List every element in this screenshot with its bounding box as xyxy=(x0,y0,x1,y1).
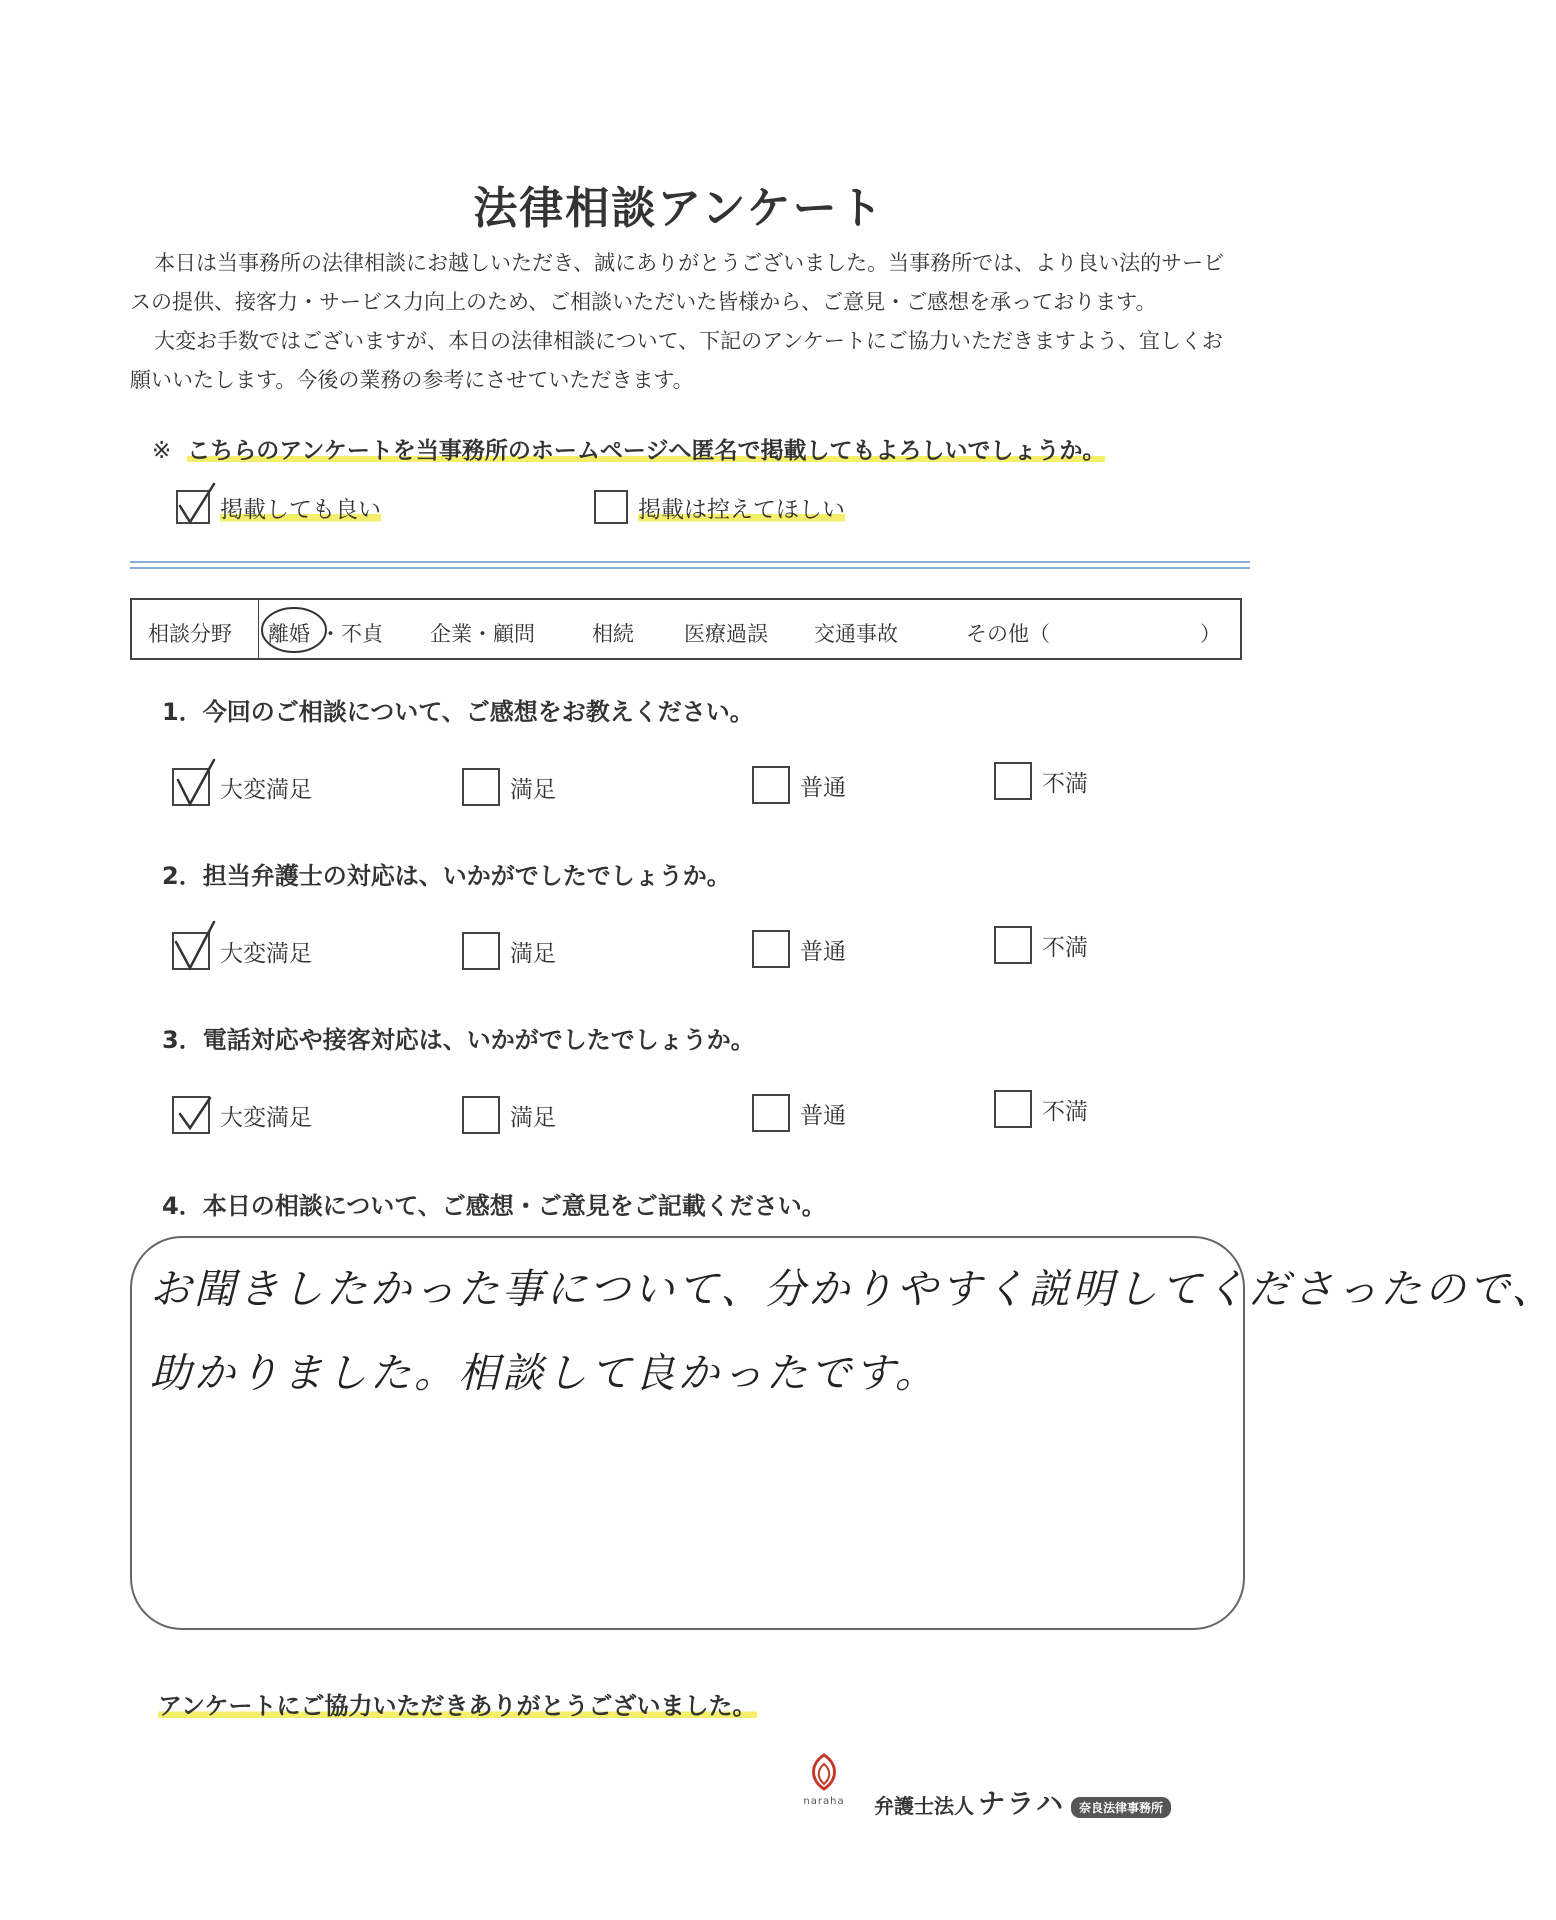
field-option-traffic[interactable]: 交通事故 xyxy=(814,622,898,646)
checkbox-unchecked[interactable] xyxy=(994,1090,1032,1128)
checkbox-unchecked[interactable] xyxy=(594,490,628,524)
field-option-medical[interactable]: 医療過誤 xyxy=(684,622,768,646)
naraha-logo xyxy=(796,1752,852,1807)
q3-option-satisfied[interactable]: 満足 xyxy=(462,1096,556,1134)
publish-option-deny-label: 掲載は控えてほしい xyxy=(638,491,845,524)
checkmark-icon xyxy=(174,478,220,528)
publish-option-allow[interactable] xyxy=(176,490,381,524)
firm-prefix: 弁護士法人 xyxy=(874,1794,974,1818)
publish-question xyxy=(152,432,1105,465)
publish-option-deny[interactable] xyxy=(594,490,845,524)
q1-option-normal[interactable]: 普通 xyxy=(752,766,846,804)
q1-option-very-satisfied[interactable]: 大変満足 xyxy=(172,768,312,806)
checkbox-unchecked[interactable] xyxy=(752,1094,790,1132)
field-option-infidelity[interactable]: ・不貞 xyxy=(320,622,383,646)
checkbox-checked[interactable] xyxy=(172,1096,210,1134)
q1-option-satisfied[interactable]: 満足 xyxy=(462,768,556,806)
q2-option-satisfied[interactable]: 満足 xyxy=(462,932,556,970)
checkbox-unchecked[interactable] xyxy=(462,932,500,970)
question-2-title: 2．担当弁護士の対応は、いかがでしたでしょうか。 xyxy=(162,862,731,890)
q2-option-dissatisfied[interactable]: 不満 xyxy=(994,926,1088,964)
checkbox-unchecked[interactable] xyxy=(462,768,500,806)
field-option-other-close: ） xyxy=(1200,622,1221,646)
checkbox-unchecked[interactable] xyxy=(462,1096,500,1134)
q3-option-dissatisfied[interactable]: 不満 xyxy=(994,1090,1088,1128)
intro-text xyxy=(130,244,1240,400)
q2-option-normal[interactable]: 普通 xyxy=(752,930,846,968)
field-option-other[interactable]: その他（ xyxy=(966,622,1050,646)
field-label: 相談分野 xyxy=(148,622,232,646)
firm-tag: 奈良法律事務所 xyxy=(1071,1797,1171,1818)
field-option-divorce[interactable]: 離婚 xyxy=(268,618,310,648)
q3-option-very-satisfied[interactable]: 大変満足 xyxy=(172,1096,312,1134)
consultation-field-box xyxy=(130,598,1242,660)
checkbox-unchecked[interactable] xyxy=(752,766,790,804)
thanks-message: アンケートにご協力いただきありがとうございました。 xyxy=(158,1692,757,1720)
q2-option-very-satisfied[interactable]: 大変満足 xyxy=(172,932,312,970)
logo-caption: naraha xyxy=(803,1796,845,1807)
checkbox-unchecked[interactable] xyxy=(752,930,790,968)
publish-option-allow-label: 掲載しても良い xyxy=(220,491,381,524)
checkmark-icon xyxy=(170,756,220,810)
q1-option-dissatisfied[interactable]: 不満 xyxy=(994,762,1088,800)
intro-paragraph-1: 本日は当事務所の法律相談にお越しいただき、誠にありがとうございました。当事務所では、より良い法的サービスの提供、接客力・サービス力向上のため、ご相談いただいた皆様から、ご意見・ご感想を承っております。 xyxy=(130,251,1225,314)
question-3-title: 3．電話対応や接客対応は、いかがでしたでしょうか。 xyxy=(162,1026,755,1054)
question-1-title: 1．今回のご相談について、ご感想をお教えください。 xyxy=(162,698,754,726)
checkmark-icon xyxy=(170,920,220,974)
checkbox-checked[interactable] xyxy=(176,490,210,524)
field-option-corporate[interactable]: 企業・顧問 xyxy=(430,622,535,646)
page-title: 法律相談アンケート xyxy=(473,183,885,234)
note-mark: ※ xyxy=(152,438,172,464)
handwritten-comment-line-2: 助かりました。相談して良かったです。 xyxy=(150,1349,939,1397)
firm-main-name: ナラハ xyxy=(978,1789,1065,1820)
checkmark-icon xyxy=(170,1084,220,1138)
question-4-title: 4．本日の相談について、ご感想・ご意見をご記載ください。 xyxy=(162,1192,826,1220)
leaf-logo-icon xyxy=(802,1752,846,1792)
firm-name xyxy=(874,1782,1171,1821)
publish-question-text: こちらのアンケートを当事務所のホームページへ匿名で掲載してもよろしいでしょうか。 xyxy=(187,438,1106,464)
handwritten-comment-line-1: お聞きしたかった事について、分かりやすく説明してくださったので、 xyxy=(150,1265,1556,1313)
divider-line xyxy=(130,561,1250,563)
divider-line xyxy=(130,567,1250,569)
q3-option-normal[interactable]: 普通 xyxy=(752,1094,846,1132)
checkbox-checked[interactable] xyxy=(172,932,210,970)
field-option-inheritance[interactable]: 相続 xyxy=(592,622,634,646)
checkbox-unchecked[interactable] xyxy=(994,762,1032,800)
checkbox-checked[interactable] xyxy=(172,768,210,806)
intro-paragraph-2: 大変お手数ではございますが、本日の法律相談について、下記のアンケートにご協力いただきますよう、宜しくお願いいたします。今後の業務の参考にさせていただきます。 xyxy=(130,329,1223,392)
checkbox-unchecked[interactable] xyxy=(994,926,1032,964)
